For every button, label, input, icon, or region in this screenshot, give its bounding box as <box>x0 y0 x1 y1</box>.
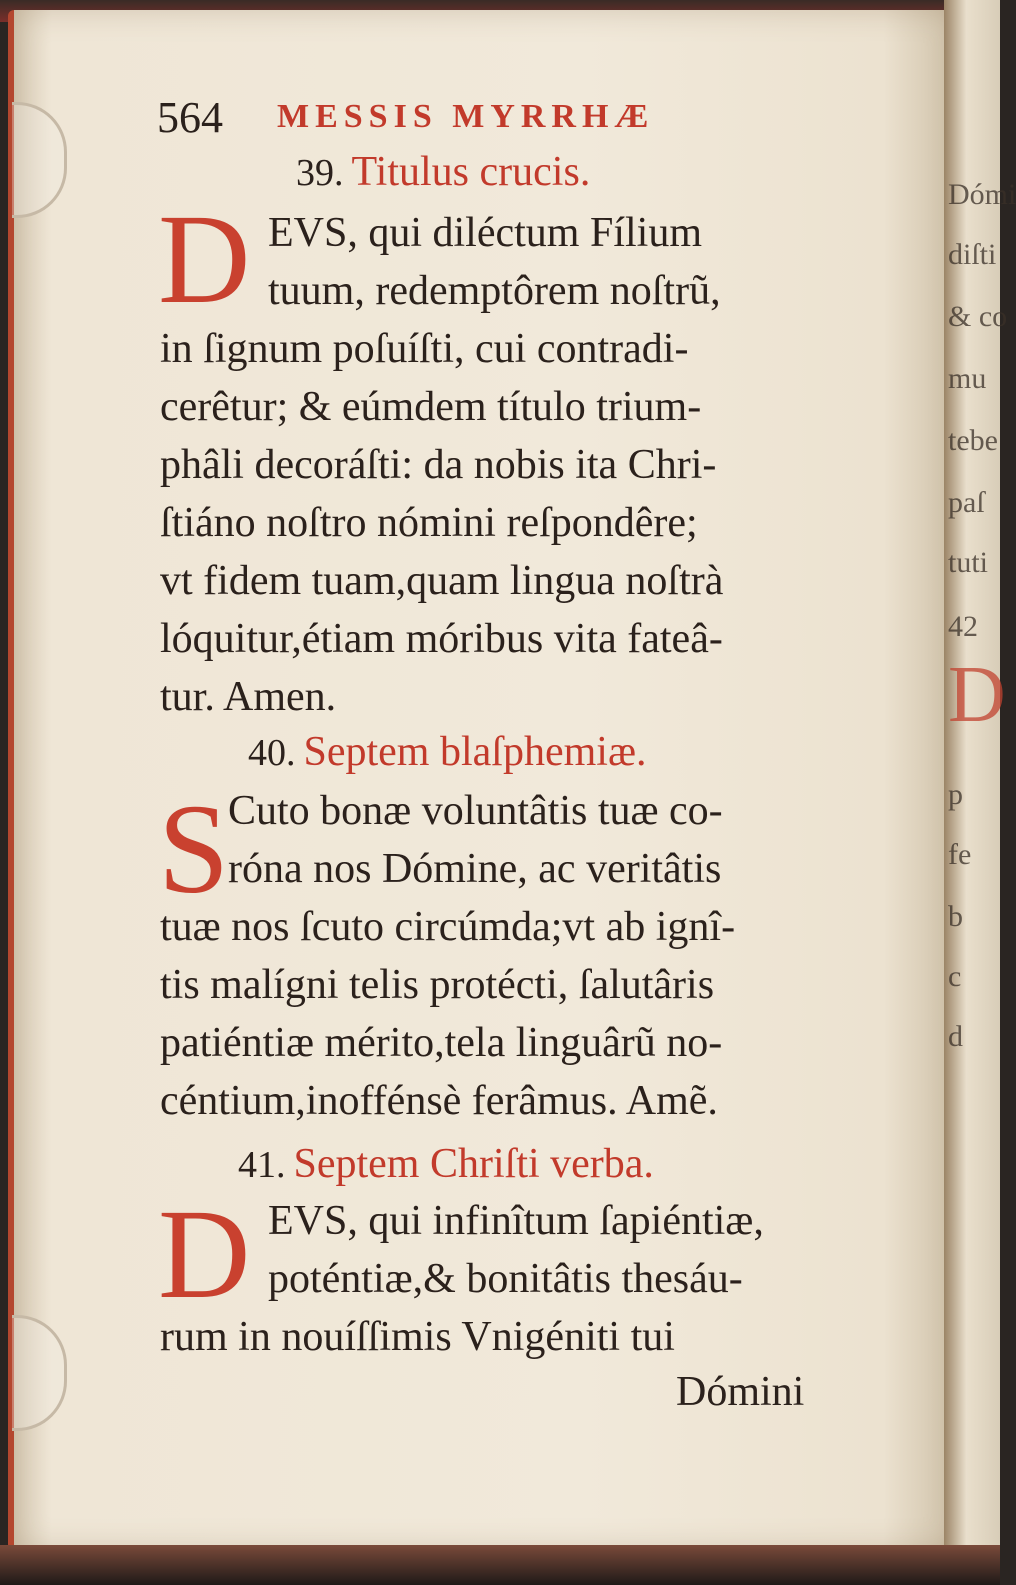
section-title <box>238 1140 654 1188</box>
text-line: in ſignum poſuíſti, cui contradi- <box>160 326 689 372</box>
text-line: Cuto bonæ voluntâtis tuæ co- <box>228 788 723 834</box>
facing-page-fragment: tuti <box>948 546 989 579</box>
facing-page-fragment: fe <box>948 838 972 871</box>
section-title <box>248 728 646 776</box>
page-number: 564 <box>157 93 223 142</box>
text-line: tur. Amen. <box>160 674 337 720</box>
page-header <box>157 92 857 142</box>
facing-page-fragment: c <box>948 960 962 993</box>
text-line: céntium,inoffénsè ferâmus. Amẽ. <box>160 1078 718 1124</box>
section-title-text: Septem blaſphemiæ. <box>303 729 647 775</box>
section-number: 40. <box>248 732 296 774</box>
facing-page-fragment: diſti <box>948 238 997 271</box>
facing-page-fragment: b <box>948 900 963 933</box>
facing-page-edge <box>944 0 1016 1585</box>
text-line: lóquitur,étiam móribus vita fateâ- <box>160 616 723 662</box>
text-line: poténtiæ,& bonitâtis thesáu- <box>268 1256 743 1302</box>
facing-page-fragment: mu <box>948 362 987 395</box>
facing-page-fragment: D <box>948 651 1006 739</box>
drop-cap-initial: S <box>158 778 230 920</box>
facing-page-fragment: d <box>948 1020 963 1053</box>
facing-page-fragment: Dómi <box>948 178 1016 211</box>
text-line: rum in nouíſſimis Vnigéniti tui <box>160 1314 675 1360</box>
catchword: Dómini <box>676 1369 805 1415</box>
facing-page-fragment: paſ <box>948 486 985 519</box>
text-line: phâli decoráſti: da nobis ita Chri- <box>160 442 717 488</box>
text-line: cerêtur; & eúmdem título trium- <box>160 384 702 430</box>
running-head: MESSIS MYRRHÆ <box>277 98 655 135</box>
text-line: tuæ nos ſcuto circúmda;vt ab ignî- <box>160 904 736 950</box>
facing-page-fragment: & co <box>948 300 1008 333</box>
book-cover-bottom <box>0 1545 1000 1585</box>
section-number: 39. <box>296 152 344 194</box>
facing-page-fragment: p <box>948 778 963 811</box>
text-line: ſtiáno noſtro nómini reſpondêre; <box>160 500 698 546</box>
section-title-text: Titulus crucis. <box>351 149 591 195</box>
text-line: vt fidem tuam,quam lingua noſtrà <box>160 558 724 604</box>
drop-cap-initial: D <box>158 188 251 330</box>
facing-page-fragment: 42 <box>948 610 978 643</box>
page-tab-marker <box>12 102 67 218</box>
section-number: 41. <box>238 1144 286 1186</box>
page-tab-marker <box>12 1315 67 1431</box>
facing-page-fragment: tebe <box>948 424 998 457</box>
text-line: róna nos Dómine, ac veritâtis <box>228 846 722 892</box>
text-line: EVS, qui infinîtum ſapiéntiæ, <box>268 1198 764 1244</box>
section-title <box>296 148 590 196</box>
text-line: EVS, qui diléctum Fílium <box>268 210 703 256</box>
section-title-text: Septem Chriſti verba. <box>293 1141 654 1187</box>
drop-cap-initial: D <box>158 1183 251 1325</box>
text-line: tis malígni telis protécti, ſalutâris <box>160 962 715 1008</box>
text-line: patiéntiæ mérito,tela linguârũ no- <box>160 1020 723 1066</box>
text-line: tuum, redemptôrem noſtrũ, <box>268 268 721 314</box>
